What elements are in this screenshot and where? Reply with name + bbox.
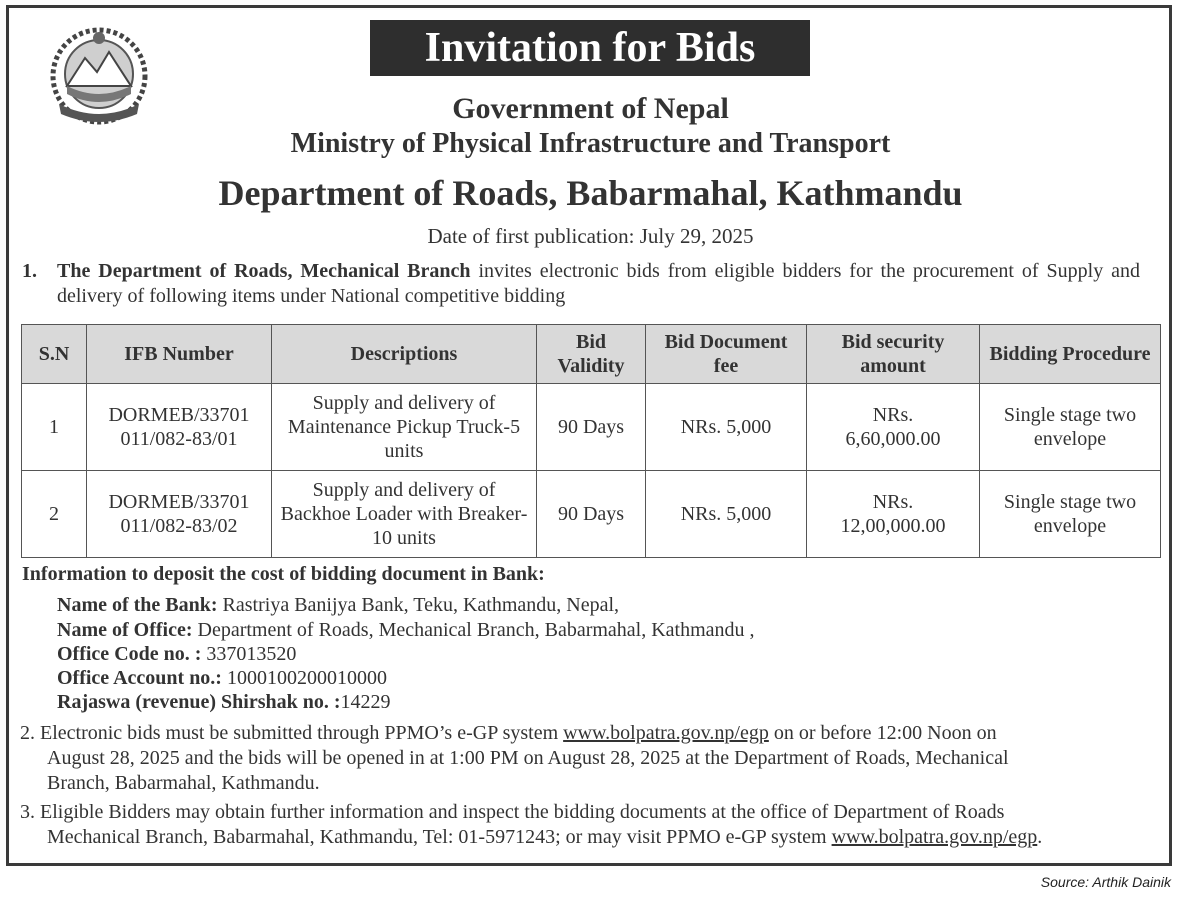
intro-number: 1. [22, 260, 37, 282]
table-row [22, 384, 1161, 471]
cell-procedure: Single stage two envelope [980, 471, 1161, 558]
bids-table [21, 324, 1161, 558]
header-descriptions: Descriptions [272, 325, 537, 384]
department-heading: Department of Roads, Babarmahal, Kathmandu [218, 173, 963, 213]
egp-link[interactable]: www.bolpatra.gov.np/egp [563, 722, 769, 744]
bank-name-value: Rastriya Banijya Bank, Teku, Kathmandu, Nepal, [217, 594, 620, 616]
publication-date: Date of first publication: July 29, 2025 [427, 224, 754, 248]
submission-paragraph [20, 721, 1140, 796]
security-line: NRs. [872, 404, 914, 426]
cell-sn: 2 [22, 471, 87, 558]
ifb-line: 011/082-83/02 [120, 515, 238, 537]
table-row [22, 471, 1161, 558]
submission-line2: August 28, 2025 and the bids will be opened in at 1:00 PM on August 28, 2025 at the Department of Roads, Mechanical [47, 747, 1009, 769]
office-name-label: Name of Office: [57, 619, 193, 641]
submission-line3: Branch, Babarmahal, Kathmandu. [47, 772, 320, 794]
ifb-line: 011/082-83/01 [120, 428, 238, 450]
source-credit: Source: Arthik Dainik [1040, 874, 1171, 890]
table-header-row [22, 325, 1161, 384]
office-account-value: 1000100200010000 [221, 667, 387, 689]
cell-fee: NRs. 5,000 [646, 471, 807, 558]
information-line2-prefix: Mechanical Branch, Babarmahal, Kathmandu, Tel: 01-5971243; or may visit PPMO e-GP system [47, 826, 832, 848]
cell-ifb-number [87, 384, 272, 471]
bank-name-line [57, 593, 619, 618]
cell-description: Supply and delivery of Maintenance Pickup Truck-5 units [272, 384, 537, 471]
header-sn: S.N [22, 325, 87, 384]
security-line: 6,60,000.00 [845, 428, 941, 450]
ministry-heading: Ministry of Physical Infrastructure and Transport [290, 128, 891, 159]
security-line: 12,00,000.00 [840, 515, 946, 537]
office-name-line [57, 618, 755, 643]
information-line2-suffix: . [1037, 826, 1043, 848]
office-code-label: Office Code no. : [57, 643, 202, 665]
office-code-line [57, 642, 296, 667]
cell-procedure: Single stage two envelope [980, 384, 1161, 471]
cell-validity: 90 Days [537, 384, 646, 471]
revenue-label: Rajaswa (revenue) Shirshak no. : [57, 691, 341, 713]
ifb-line: DORMEB/33701 [108, 404, 250, 426]
information-line2 [20, 825, 1160, 850]
cell-description: Supply and delivery of Backhoe Loader with Breaker-10 units [272, 471, 537, 558]
cell-ifb-number [87, 471, 272, 558]
bank-name-label: Name of the Bank: [57, 594, 218, 616]
egp-link[interactable]: www.bolpatra.gov.np/egp [831, 826, 1038, 848]
intro-lead: The Department of Roads, Mechanical Branch [57, 260, 471, 282]
submission-prefix: 2. Electronic bids must be submitted through PPMO’s e-GP system [20, 722, 564, 744]
government-heading: Government of Nepal [452, 92, 729, 125]
header-ifb-number: IFB Number [87, 325, 272, 384]
notice-title: Invitation for Bids [370, 20, 810, 76]
office-code-value: 337013520 [201, 643, 297, 665]
submission-suffix: on or before 12:00 Noon on [768, 722, 997, 744]
cell-validity: 90 Days [537, 471, 646, 558]
header-security-amount: Bid security amount [807, 325, 980, 384]
office-account-line [57, 666, 387, 691]
cell-security [807, 384, 980, 471]
security-line: NRs. [872, 491, 914, 513]
cell-security [807, 471, 980, 558]
intro-text: invites electronic bids from eligible bidders for the procurement of Supply and delivery of following items under National competitive bidding [57, 260, 1141, 307]
office-name-value: Department of Roads, Mechanical Branch, Babarmahal, Kathmandu , [192, 619, 755, 641]
intro-paragraph [22, 259, 1140, 309]
office-account-label: Office Account no.: [57, 667, 222, 689]
revenue-line [57, 690, 391, 715]
header-document-fee: Bid Document fee [646, 325, 807, 384]
information-paragraph [20, 800, 1160, 850]
bank-info-heading: Information to deposit the cost of bidding document in Bank: [22, 563, 545, 585]
cell-fee: NRs. 5,000 [646, 384, 807, 471]
information-line1: 3. Eligible Bidders may obtain further information and inspect the bidding documents at the office of Department of Roads [20, 801, 1005, 823]
revenue-value: 14229 [340, 691, 391, 713]
ifb-line: DORMEB/33701 [108, 491, 250, 513]
header-bid-validity: Bid Validity [537, 325, 646, 384]
cell-sn: 1 [22, 384, 87, 471]
header-bidding-procedure: Bidding Procedure [980, 325, 1161, 384]
